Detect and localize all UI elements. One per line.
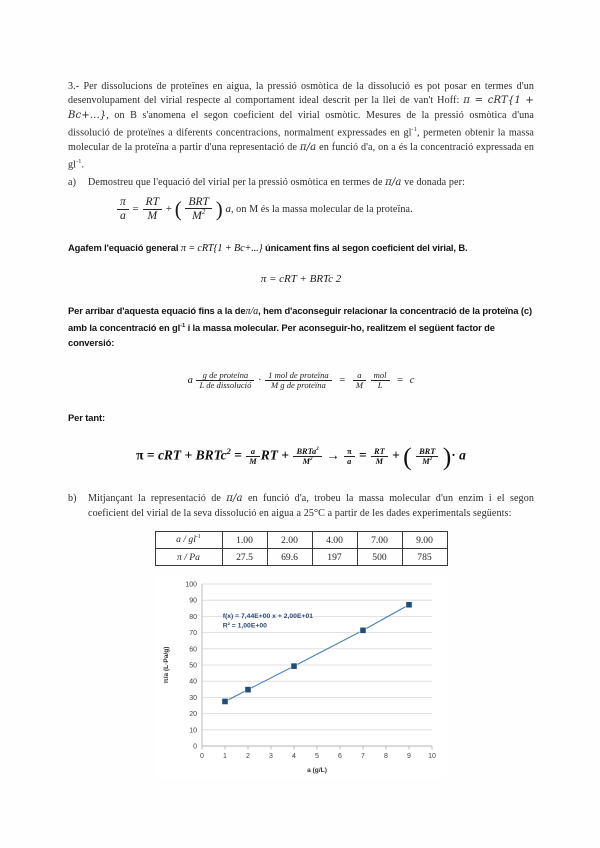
- cell-a-2: 2.00: [267, 531, 312, 548]
- rt-over-m-fraction: [143, 196, 162, 222]
- fraction-denominator: $M^2$: [302, 456, 313, 467]
- per-tant-label: Per tant:: [68, 412, 105, 424]
- y-axis-tick-label: 90: [189, 597, 197, 605]
- cell-a-1: 1.00: [222, 531, 267, 548]
- cell-pi-1: 27.5: [222, 549, 267, 566]
- problem-statement-paragraph: 3.- Per dissolucions de proteïnes en aigua, la pressió osmòtica de la dissolució es pot posar en termes d'un desenvolupament del virial respecte al comportament ideal descrit per la llei de van't Hoff: π = cRT{1 + Bc+...}, on B s'anomena el segon coeficient del virial osmòtic. Mesures de la pressió osmòtica d'una dissolució de proteïnes a diferents concentracions, normalment expressades en $gl^{-1}$, permeten obtenir la massa molecular de la proteïna a partir d'una representació de π/a en funció d'a, on a és la concentració expressada en $gl^{-1}$.: [68, 81, 535, 171]
- equals-2: =: [234, 447, 242, 463]
- fraction-denominator: L: [377, 379, 383, 390]
- fraction-numerator: BRTa$^2$: [293, 447, 321, 457]
- problem-intro-text-3: , permeten obtenir la massa molecular de la proteïna a partir d'una representació de: [68, 127, 534, 153]
- row-header-pressure: π / Pa: [155, 549, 222, 566]
- plus-2: +: [281, 447, 290, 463]
- fraction-denominator: M g de proteïna: [270, 379, 326, 390]
- fraction-denominator: M: [355, 379, 364, 390]
- pi-symbol: π: [136, 447, 144, 463]
- conversion-factor-equation: [68, 371, 534, 391]
- answer-a-equation-text: π = cRT + BRTc 2: [260, 272, 342, 285]
- pi-over-a-vs-a-chart: [156, 574, 446, 779]
- part-a-block: [68, 176, 534, 190]
- part-b-marker: b): [68, 493, 77, 505]
- answer-a2-post: i la massa molecular. Per aconseguir-ho, realitzem el següent factor de conversió:: [68, 322, 495, 349]
- conversion-fraction-4: [371, 371, 390, 391]
- problem-number: 3.-: [68, 81, 80, 92]
- cell-a-4: 7.00: [357, 531, 402, 548]
- y-axis-tick-label: 80: [189, 614, 197, 622]
- part-b-text-2: en funció d'a, trobeu la massa molecular d'un enzim i el segon coeficient del virial de la seva dissolució en aigua a 25°C a partir de les dades experimentals següents:: [88, 493, 534, 519]
- data-point-marker: [360, 627, 366, 633]
- x-axis-tick-label: 4: [292, 753, 296, 761]
- brta2-over-m2-fraction: [293, 447, 321, 466]
- fraction-numerator: RT: [371, 447, 388, 457]
- y-axis-tick-label: 20: [189, 711, 197, 719]
- plus-sign: +: [165, 202, 172, 215]
- equals-sign: =: [132, 202, 139, 215]
- table-row: [155, 531, 447, 548]
- answer-a-centered-equation: [68, 273, 534, 285]
- fraction-numerator: RT: [143, 196, 162, 209]
- main-derived-equation: [68, 441, 534, 471]
- row-header-concentration: a / $gl^{-1}$: [155, 531, 222, 548]
- experimental-data-table-wrapper: [68, 531, 534, 566]
- fraction-denominator: M: [147, 209, 158, 222]
- problem-intro-text-4: en funció d'a, on a és la concentració expressada en gl: [68, 141, 535, 171]
- right-paren: ): [215, 196, 223, 221]
- y-axis-tick-label: 30: [189, 695, 197, 703]
- x-axis-tick-label: 10: [428, 753, 436, 761]
- units-exponent-2: -1: [76, 157, 82, 165]
- answer-a-paragraph-1: [68, 240, 534, 256]
- x-axis-tick-label: 2: [246, 753, 250, 761]
- x-axis-tick-label: 3: [269, 753, 273, 761]
- data-point-marker: [222, 699, 228, 705]
- term-brtc: BRTc: [195, 447, 227, 463]
- plus-1: +: [184, 447, 193, 463]
- part-a-text: Demostreu que l'equació del virial per la pressió osmòtica en termes de: [88, 176, 383, 188]
- rt-over-m-fraction-2: [371, 447, 388, 466]
- hoff-equation-inline: π = cRT{1 + Bc+...}: [68, 95, 534, 121]
- y-axis-tick-label: 100: [185, 581, 197, 589]
- part-b-text: Mitjançant la representació de: [88, 493, 221, 505]
- fraction-numerator: a: [353, 371, 366, 381]
- fraction-denominator: L de dissolució: [199, 379, 252, 390]
- conversion-fraction-2: [265, 371, 332, 391]
- pi-over-a-symbol-3: π/a: [245, 305, 259, 317]
- part-a-marker: a): [68, 176, 77, 188]
- x-axis-title: a (g/L): [307, 767, 327, 775]
- answer-a2-pre: Per arribar d'aquesta equació fins a la de: [68, 304, 246, 316]
- right-paren-2: ): [442, 441, 452, 471]
- fraction-numerator: 1 mol de proteïna: [265, 371, 332, 381]
- equals-3: =: [358, 447, 367, 463]
- x-axis-tick-label: 0: [200, 753, 204, 761]
- equals-sign-2: =: [397, 374, 404, 386]
- fraction-denominator: M: [375, 457, 384, 467]
- fraction-numerator: π: [344, 447, 355, 457]
- y-axis-tick-label: 50: [189, 662, 197, 670]
- term-rt: RT: [260, 447, 278, 463]
- document-content: [68, 80, 534, 779]
- fraction-denominator: a: [347, 457, 352, 467]
- cell-a-3: 4.00: [312, 531, 357, 548]
- cell-pi-2: 69.6: [267, 549, 312, 566]
- left-paren: (: [174, 196, 182, 221]
- fraction-denominator: $M^2$: [422, 456, 433, 467]
- y-axis-tick-label: 40: [189, 678, 197, 686]
- problem-intro-text-2: , on B s'anomena el segon coeficient del virial osmòtic. Mesures de la pressió osmòtica d'una dissolució de proteïnes a diferents concentracions, normalment expressades en gl: [68, 109, 534, 139]
- problem-intro-text: Per dissolucions de proteïnes en aigua, la pressió osmòtica de la dissolució es pot posar en termes d'un desenvolupament del virial respecte al comportament ideal descrit per la llei de van't Hoff:: [68, 81, 534, 107]
- tail-a: a: [459, 447, 466, 463]
- chart-background: [156, 574, 446, 779]
- exponent-2: 2: [226, 447, 231, 457]
- cell-pi-4: 500: [357, 549, 402, 566]
- answer-a-post: únicament fins al segon coeficient del virial, B.: [265, 241, 468, 253]
- plus-3: +: [392, 447, 400, 463]
- fraction-numerator: a: [246, 447, 259, 457]
- pi-over-a-fraction: [117, 196, 129, 222]
- pi-over-a-symbol-2: π/a: [385, 176, 402, 188]
- x-axis-tick-label: 1: [223, 753, 227, 761]
- conversion-fraction-1: [196, 371, 254, 391]
- answer-a-pre: Agafem l'equació general: [68, 241, 179, 253]
- pi-over-a-symbol-1: π/a: [299, 141, 317, 153]
- table-body: [155, 531, 447, 565]
- units-exponent-3: -1: [180, 322, 186, 329]
- cell-pi-5: 785: [402, 549, 447, 566]
- brt-over-m2-fraction-2: [416, 447, 438, 466]
- conversion-result: c: [409, 374, 415, 386]
- equals-1: =: [146, 447, 155, 463]
- cell-a-5: 9.00: [402, 531, 447, 548]
- y-axis-tick-label: 0: [193, 743, 197, 751]
- fraction-numerator: BRT: [416, 447, 438, 457]
- x-axis-tick-label: 7: [361, 753, 365, 761]
- y-axis-tick-label: 10: [189, 727, 197, 735]
- fraction-numerator: g de proteïna: [196, 371, 254, 381]
- data-point-marker: [291, 663, 297, 669]
- data-point-marker: [406, 602, 412, 608]
- table-row: [155, 549, 447, 566]
- conversion-a: a: [187, 374, 193, 386]
- left-paren-2: (: [403, 441, 412, 471]
- units-exponent-1: -1: [411, 125, 417, 133]
- multiply-dot: ·: [258, 374, 262, 386]
- part-b-block: [68, 492, 534, 521]
- equals-sign: =: [339, 374, 346, 386]
- answer-a-equation-inline: π = cRT{1 + Bc+...}: [180, 242, 263, 254]
- a-over-m-fraction: [246, 447, 259, 466]
- pi-over-a-symbol-4: π/a: [226, 493, 243, 505]
- fraction-denominator: M: [249, 457, 257, 467]
- multiply-dot-2: ·: [451, 447, 456, 463]
- term-crt: cRT: [157, 447, 182, 463]
- chart-annotation: R² = 1,00E+00: [222, 622, 267, 630]
- arrow-icon: →: [326, 447, 340, 463]
- fraction-denominator: $M^2$: [192, 208, 206, 223]
- y-axis-tick-label: 70: [189, 630, 197, 638]
- experimental-data-table: [155, 531, 448, 566]
- x-axis-tick-label: 9: [407, 753, 411, 761]
- fraction-numerator: mol: [371, 371, 390, 381]
- fraction-numerator: π: [117, 196, 129, 209]
- data-point-marker: [245, 687, 251, 693]
- part-a-tail: , on M és la massa molecular de la proteïna.: [230, 203, 413, 215]
- brt-over-m2-fraction: [185, 196, 212, 223]
- pi-over-a-fraction-2: [344, 447, 355, 466]
- part-a-text-2: ve donada per:: [404, 176, 465, 188]
- conversion-fraction-3: [353, 371, 366, 391]
- chart-annotation: f(x) = 7,44E+00 x + 2,00E+01: [222, 613, 314, 621]
- x-axis-tick-label: 6: [338, 753, 342, 761]
- answer-a2-mid: , hem d'aconseguir relacionar la concentració de la proteïna (c) amb la concentració en gl: [68, 304, 532, 334]
- chart-container: [68, 574, 534, 779]
- answer-a-paragraph-2: [68, 303, 534, 351]
- x-axis-tick-label: 5: [315, 753, 319, 761]
- fraction-denominator: a: [120, 209, 126, 222]
- variable-a: a: [225, 202, 231, 215]
- fraction-numerator: BRT: [185, 196, 212, 209]
- part-a-equation: [68, 196, 534, 223]
- cell-pi-3: 197: [312, 549, 357, 566]
- y-axis-title: π/a (L·Pa/g): [163, 646, 170, 684]
- x-axis-tick-label: 8: [384, 753, 388, 761]
- y-axis-tick-label: 60: [189, 646, 197, 654]
